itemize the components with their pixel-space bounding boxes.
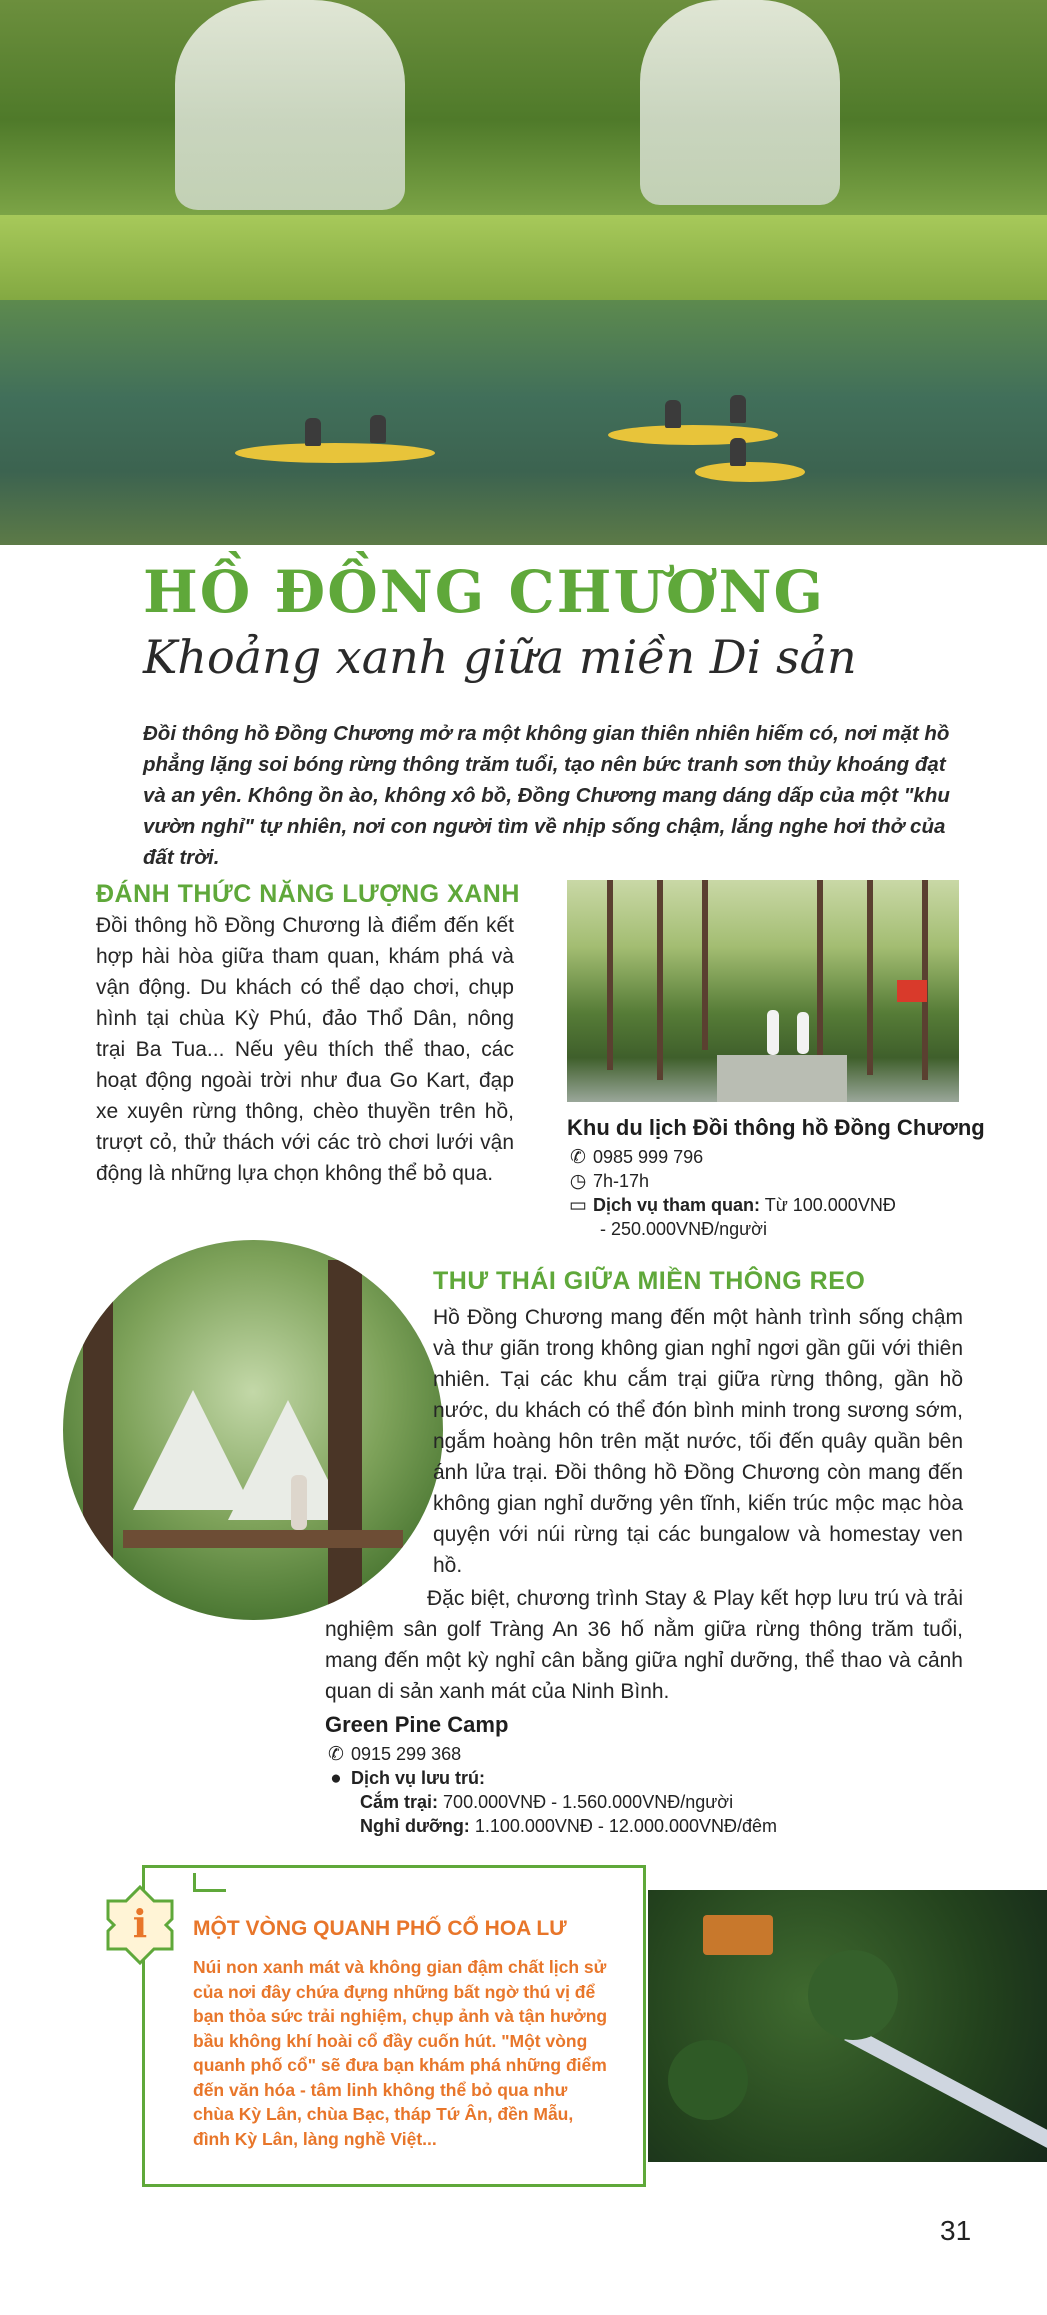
ticket-icon: ▭ [569,1195,587,1216]
tip-heading: MỘT VÒNG QUANH PHỐ CỔ HOA LƯ [193,1917,567,1940]
temple-roof [703,1915,773,1955]
forest-path [717,1055,847,1102]
info1-service-row [567,1193,896,1218]
hoa-lu-night-photo [648,1890,1047,2162]
person [291,1475,307,1530]
pine-trunk [702,880,708,1050]
article-title: HỒ ĐỒNG CHƯƠNG [143,558,826,626]
clock-icon: ◷ [569,1171,587,1192]
info1-title: Khu du lịch Đồi thông hồ Đồng Chương [567,1115,985,1140]
info2-phone: 0915 299 368 [351,1744,462,1764]
kayaker [730,438,746,466]
kayaker [370,415,386,443]
pine-trunk [607,880,613,1070]
article-subtitle: Khoảng xanh giữa miền Di sản [143,630,857,684]
cyclist [767,1010,779,1055]
section1-heading: ĐÁNH THỨC NĂNG LƯỢNG XANH [96,880,520,908]
palm-tree [808,1950,898,2040]
bridge [844,2026,1047,2162]
palm-tree [668,2040,748,2120]
page-number: 31 [940,2215,972,2246]
info2-service-row [325,1766,485,1791]
info2-resort-value: 1.100.000VNĐ - 12.000.000VNĐ/đêm [474,1816,778,1836]
info1-hours-row [567,1169,649,1194]
waterfall-left [175,0,405,210]
info1-service-value2: - 250.000VNĐ/người [600,1219,767,1239]
waterfall-right [640,0,840,205]
pine-trunk [867,880,873,1075]
section1-body: Đồi thông hồ Đồng Chương là điểm đến kết hợp hài hòa giữa tham quan, khám phá và vận động. Du khách có thể dạo chơi, chụp hình tại chùa Kỳ Phú, đảo Thổ Dân, nông trại Ba Tua... Nếu yêu thích thể thao, các hoạt động ngoài trời như đua Go Kart, đạp xe xuyên rừng thông, chèo thuyền trên hồ, trượt cỏ, thử thách với các trò chơi lưới vận động là những lựa chọn không thể bỏ qua. [96,914,514,1185]
info2-camp-row [360,1790,733,1814]
info1-phone: 0985 999 796 [593,1147,704,1167]
info2-resort-row [360,1814,777,1838]
kayak-3 [695,462,805,482]
tip-corner-decoration [193,1873,226,1892]
kayaker [665,400,681,428]
info1-service-label: Dịch vụ tham quan: [593,1195,761,1215]
red-flag [897,980,927,1002]
info2-service-label: Dịch vụ lưu trú: [351,1768,486,1788]
kayak-1 [235,443,435,463]
hero-lawn [0,215,1047,310]
info2-camp-value: 700.000VNĐ - 1.560.000VNĐ/người [443,1792,734,1812]
money-icon: ● [330,1768,342,1789]
phone-icon: ✆ [570,1147,586,1168]
pine-trunk [657,880,663,1080]
info1-service-value: Từ 100.000VNĐ [764,1195,896,1215]
kayaker [305,418,321,446]
kayaker [730,395,746,423]
kayak-2 [608,425,778,445]
wooden-deck [123,1530,403,1548]
section2-heading: THƯ THÁI GIỮA MIỀN THÔNG REO [433,1267,866,1295]
intro-paragraph: Đồi thông hồ Đồng Chương mở ra một không gian thiên nhiên hiếm có, nơi mặt hồ phẳng lặng soi bóng rừng thông trăm tuổi, tạo nên bức tranh sơn thủy khoáng đạt và an yên. Không ồn ào, không xô bồ, Đồng Chương mang dáng dấp của một "khu vườn nghỉ" tự nhiên, nơi con người tìm về nhịp sống chậm, lắng nghe hơi thở của đất trời. [143,722,950,869]
tree-trunk [328,1260,362,1620]
hero-photo-lake-waterfall [0,0,1047,545]
info1-hours: 7h-17h [593,1171,650,1191]
pine-trunk [817,880,823,1055]
cyclist [797,1012,809,1054]
info-badge-icon [104,1885,176,1965]
phone-icon: ✆ [328,1744,344,1765]
info2-phone-row [325,1742,461,1767]
pine-forest-photo [567,880,959,1102]
section2-body2: Đặc biệt, chương trình Stay & Play kết hợp lưu trú và trải nghiệm sân golf Tràng An 36 hố nằm giữa rừng thông trăm tuổi, mang đến một kỳ nghỉ cân bằng giữa nghỉ dưỡng, thể thao và cảnh quan di sản xanh mát của Ninh Bình. [325,1587,963,1703]
hero-lake [0,300,1047,545]
info2-camp-label: Cắm trại: [360,1792,439,1812]
tip-body: Núi non xanh mát và không gian đậm chất lịch sử của nơi đây chứa đựng những bất ngờ thú vị để bạn thỏa sức trải nghiệm, chụp ảnh và tận hưởng bầu không khí hoài cổ đầy cuốn hút. "Một vòng quanh phố cổ" sẽ đưa bạn khám phá những điểm đến văn hóa - tâm linh không thể bỏ qua như chùa Kỳ Lân, chùa Bạc, tháp Tứ Ân, đền Mẫu, đình Kỳ Lân, làng nghề Việt... [193,1957,608,2149]
info1-phone-row [567,1145,703,1170]
info2-resort-label: Nghỉ dưỡng: [360,1816,470,1836]
tree-trunk [83,1280,113,1620]
camp-photo [63,1240,443,1620]
section2-body1: Hồ Đồng Chương mang đến một hành trình sống chậm và thư giãn trong không gian nghỉ ngơi gần gũi với thiên nhiên. Tại các khu cắm trại giữa rừng thông, gần hồ nước, du khách có thể đón bình minh trong sương sớm, ngắm hoàng hôn trên mặt nước, tối đến quây quần bên ánh lửa trại. Đồi thông hồ Đồng Chương còn mang đến không gian nghỉ dưỡng yên tĩnh, kiến trúc mộc mạc hòa quyện với núi rừng tại các bungalow và homestay ven hồ. [433,1306,963,1577]
info2-title: Green Pine Camp [325,1712,509,1737]
info-badge-letter: i [132,1901,148,1946]
